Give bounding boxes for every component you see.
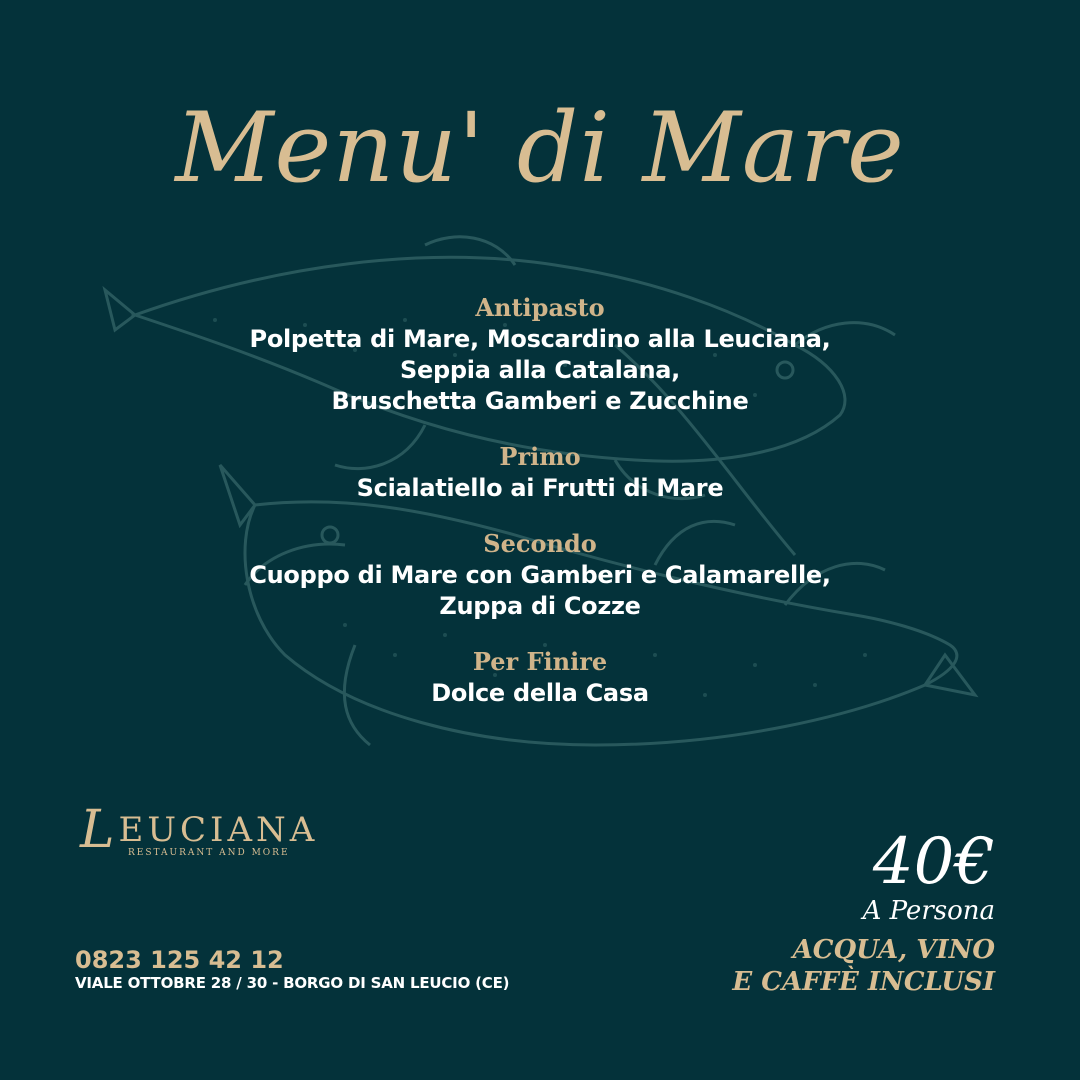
logo-initial: L — [80, 800, 119, 860]
menu-item: Bruschetta Gamberi e Zucchine — [331, 387, 749, 415]
section-heading: Primo — [499, 442, 581, 471]
menu-section-per-finire — [140, 646, 940, 709]
logo-name: EUCIANA — [118, 810, 319, 850]
menu-item: Zuppa di Cozze — [439, 592, 641, 620]
restaurant-logo — [80, 800, 319, 860]
menu-item: Polpetta di Mare, Moscardino alla Leuciana, — [249, 325, 831, 353]
menu-section-secondo — [140, 528, 940, 622]
menu-item: Scialatiello ai Frutti di Mare — [356, 474, 724, 502]
menu-section-antipasto — [140, 292, 940, 417]
section-heading: Secondo — [483, 529, 597, 558]
menu-item: Seppia alla Catalana, — [400, 356, 680, 384]
included-line-2: E CAFFÈ INCLUSI — [732, 967, 995, 997]
menu-title: Menu' di Mare — [175, 92, 905, 204]
address: VIALE OTTOBRE 28 / 30 - BORGO DI SAN LEUCIO (CE) — [75, 974, 510, 992]
menu-item: Cuoppo di Mare con Gamberi e Calamarelle, — [249, 561, 831, 589]
menu-item: Dolce della Casa — [431, 679, 649, 707]
included-line-1: ACQUA, VINO — [792, 935, 995, 965]
price-block — [732, 825, 995, 998]
logo-tagline: RESTAURANT AND MORE — [128, 848, 290, 858]
price-per-person: A Persona — [862, 896, 995, 926]
section-heading: Per Finire — [472, 647, 608, 676]
phone-number: 0823 125 42 12 — [75, 946, 284, 974]
menu-courses — [140, 292, 940, 733]
menu-section-primo — [140, 441, 940, 504]
contact-info — [75, 946, 509, 992]
included-note — [732, 934, 995, 998]
price-amount: 40€ — [872, 825, 995, 899]
section-heading: Antipasto — [475, 293, 605, 322]
